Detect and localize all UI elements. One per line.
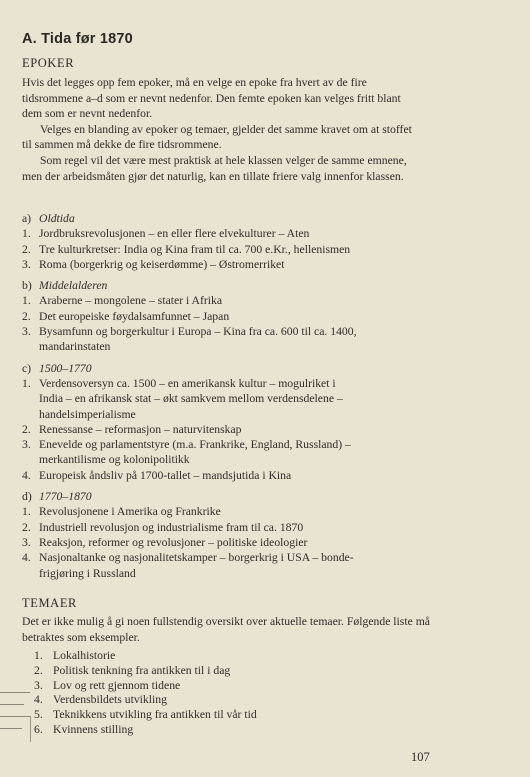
item-number: 3.	[22, 257, 31, 271]
list-item	[22, 293, 442, 308]
intro-paragraph-1: Hvis det legges opp fem epoker, må en velge en epoke fra hvert av de fire tidsrommene a–d som er nevnt nedenfor. Den femte epoken kan velges fritt blant dem som er nevnt nedenfor.	[22, 76, 401, 121]
list-item	[22, 437, 442, 452]
item-number: 2.	[22, 242, 31, 256]
item-text: Nasjonaltanke og nasjonalitetskamper – borgerkrig i USA – bonde-	[39, 551, 354, 565]
epoch-list	[22, 211, 442, 581]
item-number: 2.	[22, 422, 31, 436]
item-number: 3.	[34, 678, 43, 692]
temaer-intro-text: Det er ikke mulig å gi noen fullstendig oversikt over aktuelle temaer. Følgende liste må betraktes som eksempler.	[22, 615, 430, 644]
list-item	[34, 649, 394, 664]
temaer-intro	[22, 614, 432, 645]
group-letter: d)	[22, 490, 32, 504]
list-item	[34, 664, 394, 679]
item-text: Revolusjonene i Amerika og Frankrike	[39, 505, 221, 519]
item-number: 4.	[22, 551, 31, 565]
list-item	[22, 324, 442, 339]
item-text: Kvinnens stilling	[53, 722, 134, 736]
group-name: 1770–1870	[39, 490, 92, 504]
list-item	[22, 535, 442, 550]
list-item	[22, 242, 442, 257]
item-number: 4.	[34, 693, 43, 707]
item-text: Lov og rett gjennom tidene	[53, 678, 181, 692]
item-continuation: India – en afrikansk stat – økt samkvem mellom verdensdelene –	[39, 392, 343, 406]
item-text: Araberne – mongolene – stater i Afrika	[39, 294, 223, 308]
group-letter: a)	[22, 212, 32, 225]
temaer-list	[34, 649, 394, 738]
group-letter: c)	[22, 361, 32, 375]
epoker-title: EPOKER	[22, 56, 75, 70]
item-text: Roma (borgerkrig og keiserdømme) – Østromerriket	[39, 257, 285, 271]
item-text: Teknikkens utvikling fra antikken til vår tid	[53, 708, 257, 722]
item-number: 3.	[22, 438, 31, 452]
page-number: 107	[411, 750, 430, 764]
margin-mark	[0, 728, 22, 729]
item-number: 1.	[22, 505, 31, 519]
intro-paragraph-3: Som regel vil det være mest praktisk at hele klassen velger de samme emnene, men der arbeidsmåten gjør det naturlig, kan en tillate friere valg innenfor klassen.	[22, 153, 407, 183]
item-continuation: merkantilisme og kolonipolitikk	[39, 453, 190, 467]
group-name: 1500–1770	[39, 361, 92, 375]
group-title-b	[22, 278, 442, 293]
item-text: Europeisk åndsliv på 1700-tallet – mandsjutida i Kina	[39, 468, 292, 482]
list-item	[34, 708, 394, 723]
group-letter: b)	[22, 279, 32, 293]
item-number: 1.	[34, 649, 43, 662]
list-item	[22, 550, 442, 565]
group-title-d	[22, 489, 442, 504]
margin-mark	[0, 704, 24, 705]
list-item	[34, 679, 394, 694]
item-number: 3.	[22, 535, 31, 549]
item-number: 4.	[22, 468, 31, 482]
item-text: Bysamfunn og borgerkultur i Europa – Kina fra ca. 600 til ca. 1400,	[39, 325, 357, 339]
item-text: Lokalhistorie	[53, 649, 116, 662]
margin-mark	[0, 692, 30, 693]
group-name: Oldtida	[39, 212, 75, 225]
list-item	[22, 376, 442, 391]
item-text: Industriell revolusjon og industrialisme fram til ca. 1870	[39, 520, 304, 534]
item-text: Verdensoversyn ca. 1500 – en amerikansk kultur – mogulriket i	[39, 376, 336, 390]
item-number: 5.	[34, 708, 43, 722]
item-text: Reaksjon, reformer og revolusjoner – politiske ideologier	[39, 535, 308, 549]
group-title-a	[22, 211, 442, 226]
list-item	[34, 723, 394, 738]
list-item	[22, 309, 442, 324]
list-item	[34, 693, 394, 708]
item-number: 2.	[22, 520, 31, 534]
group-title-c	[22, 361, 442, 376]
list-item	[22, 468, 442, 483]
list-item	[22, 257, 442, 272]
item-text: Verdensbildets utvikling	[53, 693, 167, 707]
list-item	[22, 422, 442, 437]
item-text: Tre kulturkretser: India og Kina fram til ca. 700 e.Kr., hellenismen	[39, 242, 351, 256]
item-text: Renessanse – reformasjon – naturvitenskap	[39, 422, 242, 436]
item-text: Enevelde og parlamentstyre (m.a. Frankrike, England, Russland) –	[39, 438, 351, 452]
item-number: 1.	[22, 227, 31, 241]
item-number: 3.	[22, 325, 31, 339]
chapter-heading: A. Tida før 1870	[22, 31, 133, 47]
item-number: 1.	[22, 376, 31, 390]
list-item	[22, 504, 442, 519]
item-continuation: mandarinstaten	[39, 340, 111, 354]
item-continuation: frigjøring i Russland	[39, 566, 136, 580]
item-text: Det europeiske føydalsamfunnet – Japan	[39, 309, 230, 323]
item-continuation: handelsimperialisme	[39, 407, 136, 421]
item-number: 1.	[22, 294, 31, 308]
list-item	[22, 520, 442, 535]
margin-rule	[30, 716, 31, 742]
item-text: Politisk tenkning fra antikken til i dag	[53, 663, 231, 677]
intro-paragraph-2: Velges en blanding av epoker og temaer, gjelder det samme kravet om at stoffet til sammen må dekke de fire tidsrommene.	[22, 122, 412, 152]
temaer-title: TEMAER	[22, 596, 77, 610]
group-name: Middelalderen	[39, 279, 108, 293]
item-number: 2.	[22, 309, 31, 323]
item-number: 6.	[34, 722, 43, 736]
item-number: 2.	[34, 663, 43, 677]
list-item	[22, 226, 442, 241]
item-text: Jordbruksrevolusjonen – en eller flere elvekulturer – Aten	[39, 227, 310, 241]
margin-mark	[0, 716, 30, 717]
intro-text	[22, 75, 412, 184]
